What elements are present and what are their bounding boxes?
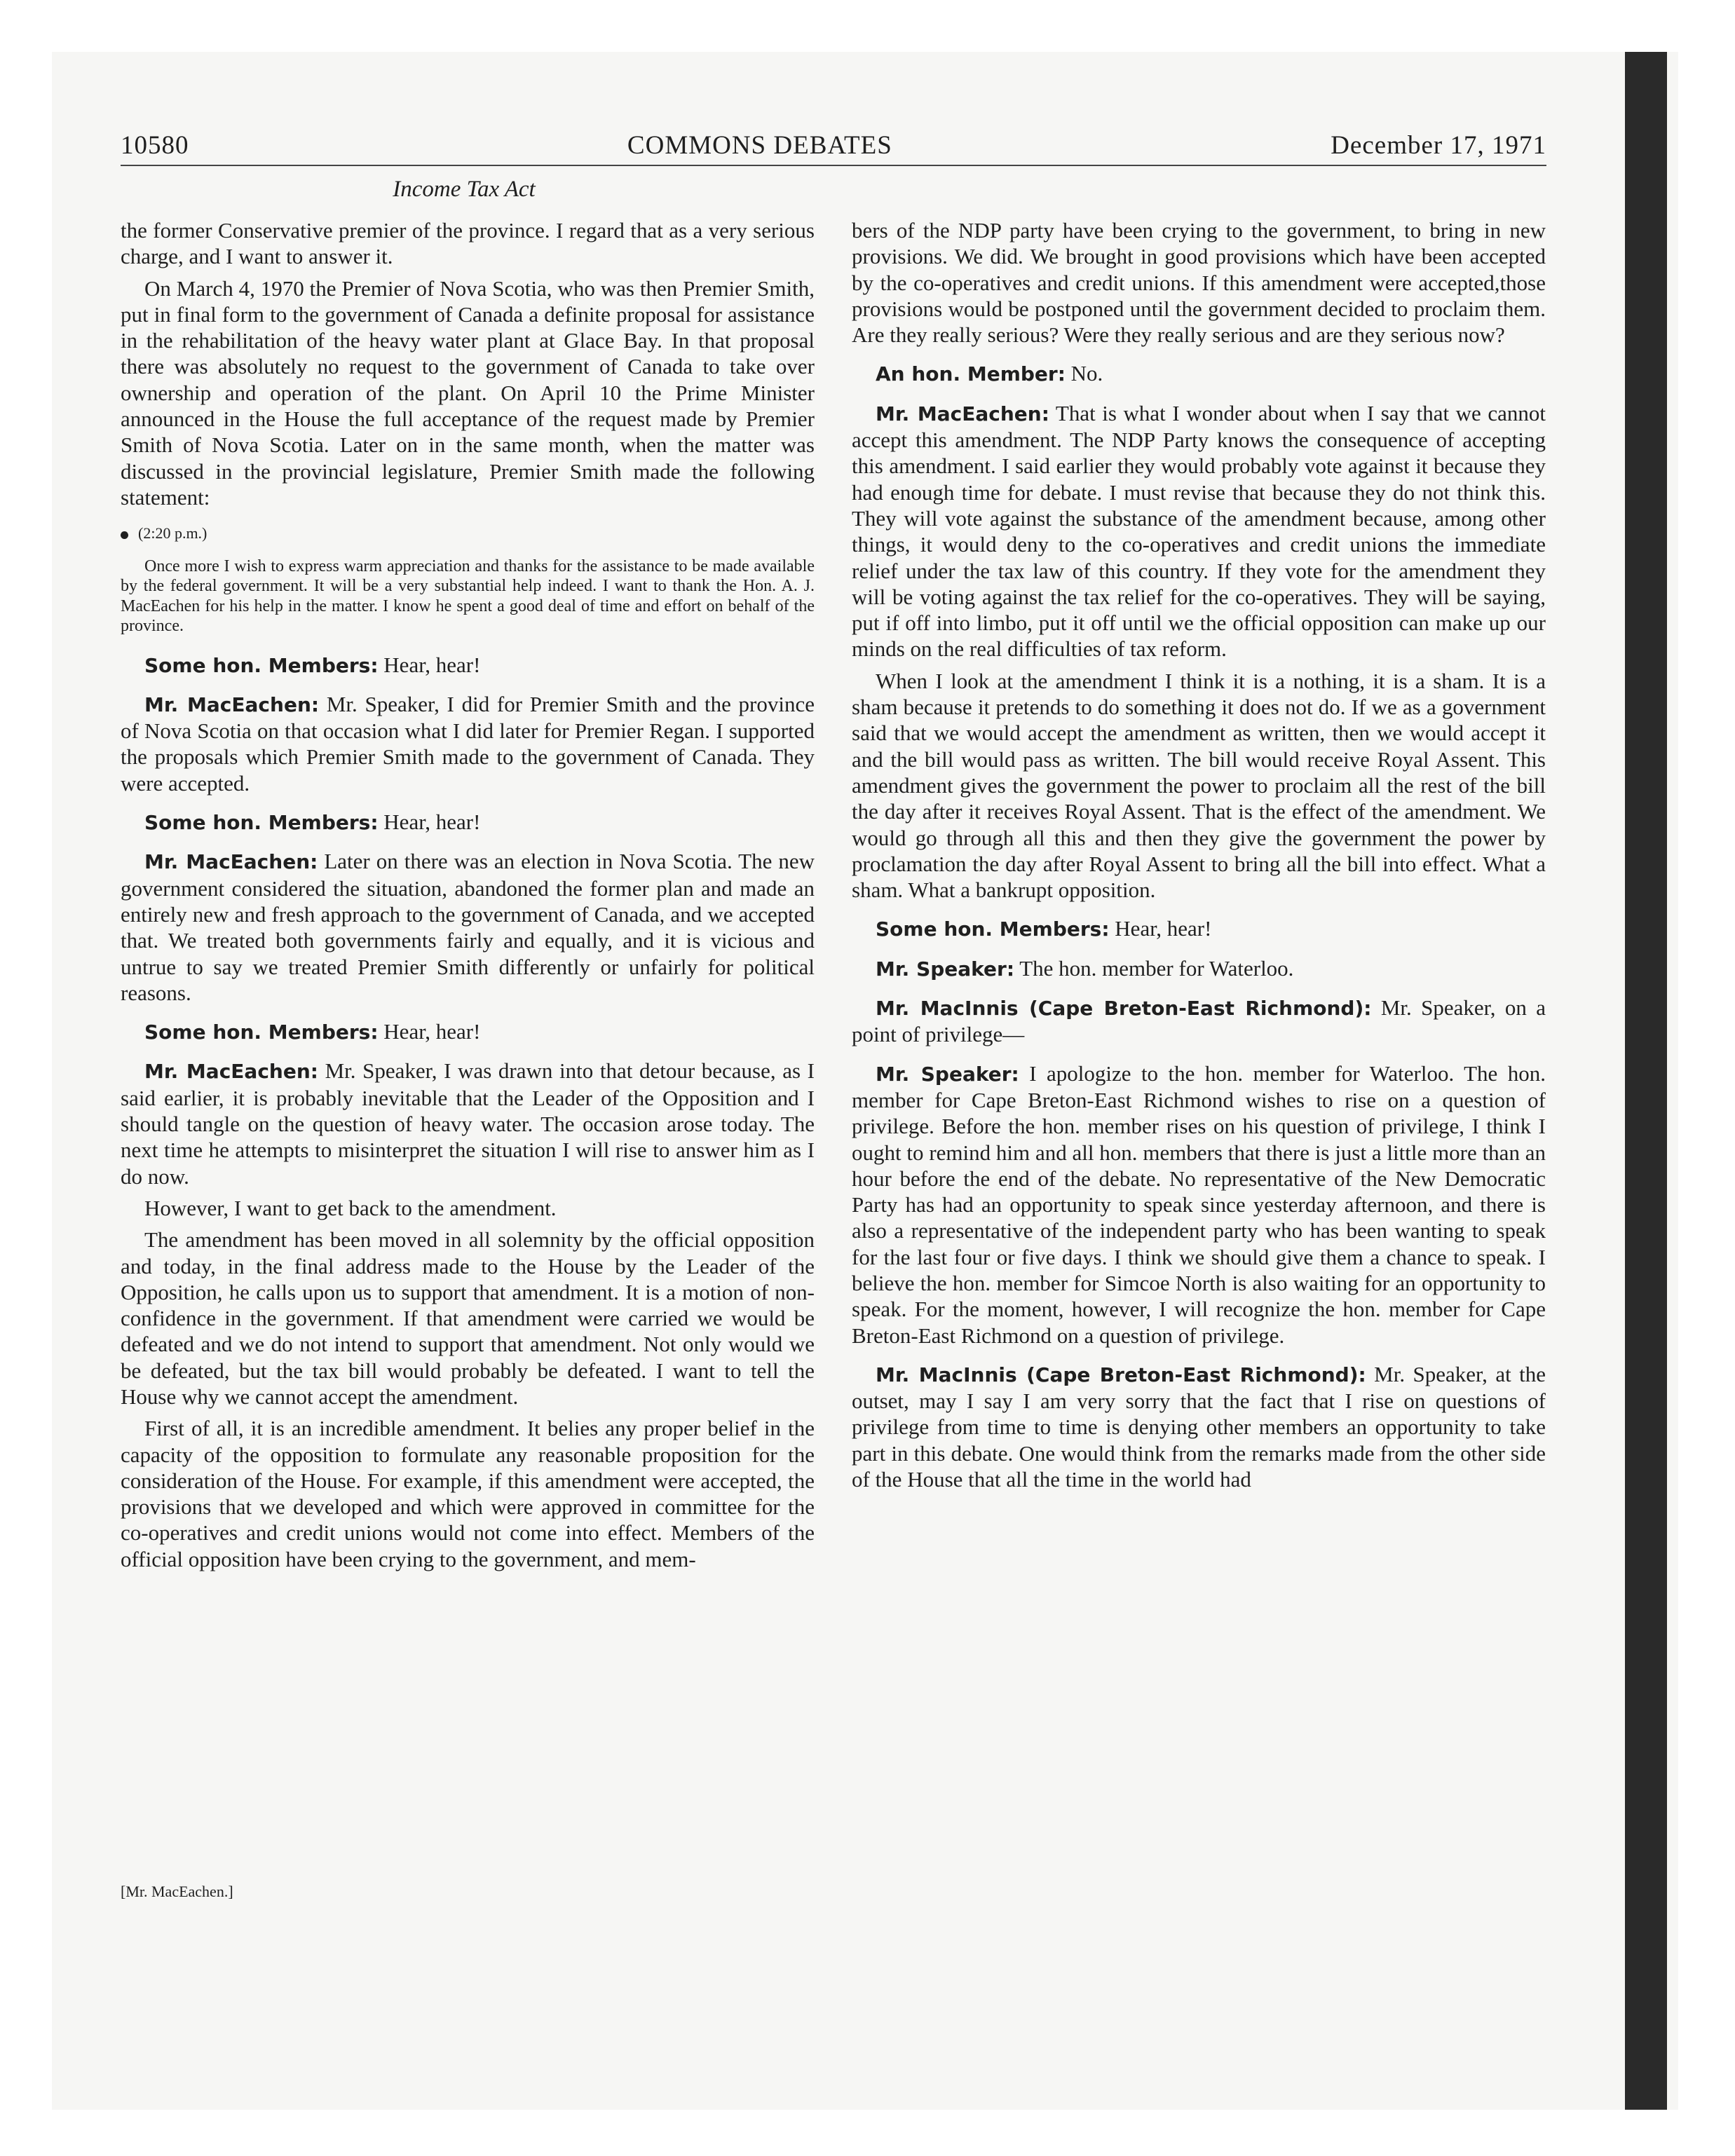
page-header — [121, 130, 1546, 161]
speech-text: Mr. Speaker, at the outset, may I say I am very sorry that the fact that I rise on questions of privilege from time to time is denying other members an opportunity to take part in this debate. One would think from the remarks made from the other side of the House that all the time in the world had — [852, 1361, 1546, 1492]
header-rule — [121, 165, 1546, 166]
speaker-name: Mr. MacInnis (Cape Breton-East Richmond): — [876, 997, 1372, 1021]
bullet-icon — [121, 531, 128, 539]
speaker-name: Some hon. Members: — [144, 1021, 379, 1044]
speech — [852, 995, 1546, 1048]
timestamp — [121, 520, 815, 546]
publication-date: December 17, 1971 — [1331, 131, 1546, 160]
speaker-name: Some hon. Members: — [144, 653, 379, 677]
speech — [852, 1361, 1546, 1492]
speech — [121, 652, 815, 678]
paragraph: The amendment has been moved in all solemnity by the official opposition and today, in the final address made to the House by the Leader of the Opposition, he calls upon us to support that amendment. It is a motion of non-confidence in the government. If that amendment were carried we would be defeated and we do not intend to support that amendment. Not only would we be defeated, but the tax bill would probably be defeated. I want to tell the House why we cannot accept the amendment. — [121, 1227, 815, 1409]
speech-text: I apologize to the hon. member for Waterloo. The hon. member for Cape Breton-East Richmond wishes to rise on a question of privilege. Before the hon. member rises on his question of privilege, I think I ought to remind him and all hon. members that there is just a little more than an hour before the end of the debate. No representative of the New Democratic Party has had an opportunity to speak since yesterday afternoon, and there is also a representative of the independent party who has been wanting to speak for the last four or five days. I think we should give them a chance to speak. I believe the hon. member for Simcoe North is also waiting for an opportunity to speak. For the moment, however, I will recognize the hon. member for Cape Breton-East Richmond on a question of privilege. — [852, 1060, 1546, 1348]
speech-text: The hon. member for Waterloo. — [1019, 955, 1294, 981]
speaker-name: Mr. MacEachen: — [144, 850, 318, 874]
speech-text: Hear, hear! — [383, 1019, 481, 1044]
speech — [121, 809, 815, 835]
left-column — [121, 217, 815, 1578]
right-column — [852, 217, 1546, 1498]
speech-text: No. — [1070, 361, 1103, 386]
page-number: 10580 — [121, 131, 189, 160]
speaker-name: Mr. MacEachen: — [876, 402, 1049, 425]
speech — [852, 915, 1546, 942]
speaker-name: Some hon. Members: — [144, 811, 379, 835]
speaker-name: Mr. MacInnis (Cape Breton-East Richmond): — [876, 1363, 1366, 1386]
running-head: Income Tax Act — [393, 177, 536, 202]
speaker-name: Some hon. Members: — [876, 917, 1110, 941]
paragraph: On March 4, 1970 the Premier of Nova Scotia, who was then Premier Smith, put in final form to the government of Canada a definite proposal for assistance in the rehabilitation of the heavy water plant at Glace Bay. In that proposal there was absolutely no request to the government of Canada to take over ownership and operation of the plant. On April 10 the Prime Minister announced in the House the full acceptance of the request made by Premier Smith of Nova Scotia. Later on in the same month, when the matter was discussed in the provincial legislature, Premier Smith made the following statement: — [121, 275, 815, 510]
speech — [121, 691, 815, 796]
paragraph: When I look at the amendment I think it is a nothing, it is a sham. It is a sham because it pretends to do something it does not do. If we as a government said that we would accept the amendment as written, then we would accept it and the bill would pass as written. The bill would receive Royal Assent. This amendment gives the government the power to proclaim all the rest of the bill the day after it receives Royal Assent. That is the effect of the amendment. We would go through all this and then they give the government the power by proclamation the day after Royal Assent to bring all the bill into effect. What a sham. What a bankrupt opposition. — [852, 668, 1546, 903]
publication-title: COMMONS DEBATES — [627, 131, 892, 160]
speech-text: Mr. Speaker, on a point of privilege— — [852, 995, 1546, 1047]
scan-edge — [1625, 52, 1667, 2110]
speech — [852, 1060, 1546, 1349]
speaker-name: Mr. MacEachen: — [144, 1060, 318, 1084]
speech — [852, 400, 1546, 662]
speaker-name: Mr. Speaker: — [876, 1062, 1019, 1086]
speech-text: Hear, hear! — [383, 652, 481, 677]
speech — [852, 955, 1546, 982]
speech-text: Mr. Speaker, I did for Premier Smith and the province of Nova Scotia on that occasion what I did later for Premier Regan. I supported the proposals which Premier Smith made to the government of Canada. They were accepted. — [121, 691, 815, 796]
speech-text: Hear, hear! — [1115, 916, 1212, 941]
speech-text: Later on there was an election in Nova Scotia. The new government considered the situation, abandoned the former plan and made an entirely new and fresh approach to the government of Canada, and we accepted that. We treated both governments fairly and equally, and it is vicious and untrue to say we treated Premier Smith differently or unfairly for political reasons. — [121, 849, 815, 1005]
paragraph: However, I want to get back to the amendment. — [144, 1195, 557, 1220]
speaker-name: Mr. MacEachen: — [144, 692, 320, 716]
speaker-footnote: [Mr. MacEachen.] — [121, 1883, 233, 1900]
speech-text: Hear, hear! — [383, 810, 481, 835]
speech — [121, 848, 815, 1006]
timestamp-text: (2:20 p.m.) — [138, 524, 207, 543]
speech — [121, 1058, 815, 1189]
speech — [852, 360, 1546, 387]
paragraph: the former Conservative premier of the province. I regard that as a very serious charge, and I want to answer it. — [121, 218, 815, 269]
paragraph: First of all, it is an incredible amendment. It belies any proper belief in the capacity of the opposition to formulate any reasonable proposition for the consideration of the House. For example, if this amendment were accepted, the provisions that we developed and which were approved in committee for the co-operatives and credit unions would not come into effect. Members of the official opposition have been crying to the government, and mem- — [121, 1416, 815, 1571]
speech-text: Mr. Speaker, I was drawn into that detour because, as I said earlier, it is probably inevitable that the Leader of the Opposition and I should tangle on the question of heavy water. The occasion arose today. The next time he attempts to misinterpret the situation I will rise to answer him as I do now. — [121, 1058, 815, 1189]
speech — [121, 1018, 815, 1045]
speaker-name: An hon. Member: — [876, 362, 1066, 386]
speaker-name: Mr. Speaker: — [876, 957, 1015, 981]
speech-text: That is what I wonder about when I say that we cannot accept this amendment. The NDP Party knows the consequence of accepting this amendment. I said earlier they would probably vote against it because they had enough time for debate. I must revise that because they do not think this. They will vote against the substance of the amendment because, among other things, it would deny to the co-operatives and credit unions the immediate relief under the tax law of this country. If they vote for the amendment they will be voting against the tax relief for the co-operatives. They will be saying, put if off into limbo, put it off until we the official opposition can make up our minds on the real difficulties of tax reform. — [852, 400, 1546, 662]
paragraph: bers of the NDP party have been crying to the government, to bring in new provisions. We did. We brought in good provisions which have been accepted by the co-operatives and credit unions. If this amendment were accepted,those provisions would be postponed until the government decided to proclaim them. Are they really serious? Were they really serious and are they serious now? — [852, 218, 1546, 348]
block-quote: Once more I wish to express warm appreciation and thanks for the assistance to be made available by the federal government. It will be a very substantial help indeed. I want to thank the Hon. A. J. MacEachen for his help in the matter. I know he spent a good deal of time and effort on behalf of the province. — [121, 557, 815, 636]
